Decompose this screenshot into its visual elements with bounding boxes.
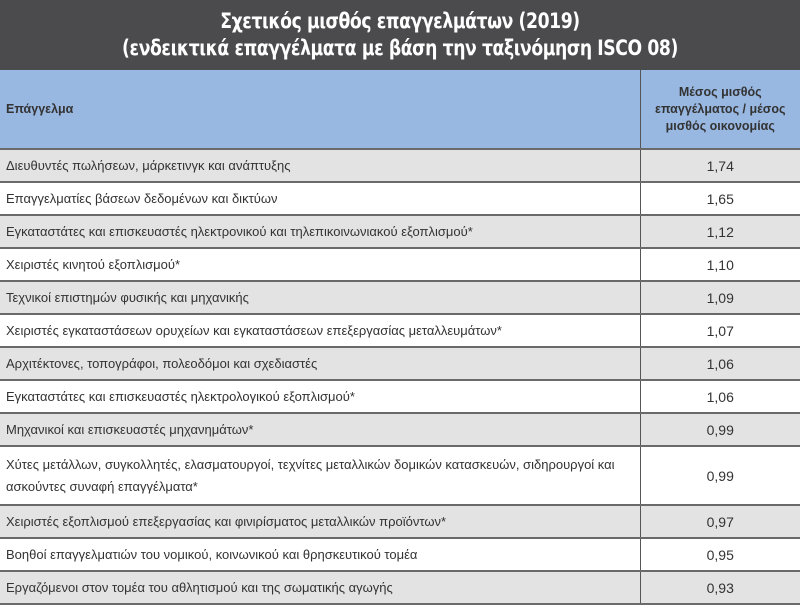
table-row	[0, 215, 800, 248]
table-row	[0, 571, 800, 604]
occupation-cell: Διευθυντές πωλήσεων, μάρκετινγκ και ανάπτυξης	[0, 149, 640, 182]
table-row	[0, 149, 800, 182]
ratio-cell: 1,10	[640, 248, 800, 281]
ratio-cell: 1,12	[640, 215, 800, 248]
occupation-cell: Εγκαταστάτες και επισκευαστές ηλεκτρονικού και τηλεπικοινωνιακού εξοπλισμού*	[0, 215, 640, 248]
title-line-1: Σχετικός μισθός επαγγελμάτων (2019)	[220, 9, 580, 33]
table-row	[0, 248, 800, 281]
ratio-cell: 1,74	[640, 149, 800, 182]
occupation-cell: Εγκαταστάτες και επισκευαστές ηλεκτρολογικού εξοπλισμού*	[0, 380, 640, 413]
page-title	[72, 0, 728, 70]
table-row	[0, 314, 800, 347]
occupation-cell: Τεχνικοί επιστημών φυσικής και μηχανικής	[0, 281, 640, 314]
table-row	[0, 446, 800, 505]
table-row	[0, 413, 800, 446]
table-row	[0, 538, 800, 571]
ratio-cell: 1,07	[640, 314, 800, 347]
ratio-cell: 0,99	[640, 413, 800, 446]
table-row	[0, 281, 800, 314]
occupation-cell: Επαγγελματίες βάσεων δεδομένων και δικτύων	[0, 182, 640, 215]
occupation-cell: Χύτες μετάλλων, συγκολλητές, ελασματουργοί, τεχνίτες μεταλλικών δομικών κατασκευών, σιδηρουργοί και ασκούντες συναφή επαγγέλματα*	[0, 446, 640, 505]
title-banner	[0, 0, 800, 70]
ratio-cell: 1,06	[640, 380, 800, 413]
occupation-cell: Χειριστές εξοπλισμού επεξεργασίας και φινιρίσματος μεταλλικών προϊόντων*	[0, 505, 640, 538]
salary-table	[0, 70, 800, 605]
ratio-cell: 0,99	[640, 446, 800, 505]
ratio-cell: 1,06	[640, 347, 800, 380]
header-occupation: Επάγγελμα	[0, 70, 640, 149]
occupation-cell: Αρχιτέκτονες, τοπογράφοι, πολεοδόμοι και σχεδιαστές	[0, 347, 640, 380]
table-row	[0, 182, 800, 215]
occupation-cell: Χειριστές εγκαταστάσεων ορυχείων και εγκαταστάσεων επεξεργασίας μεταλλευμάτων*	[0, 314, 640, 347]
table-row	[0, 380, 800, 413]
ratio-cell: 1,65	[640, 182, 800, 215]
occupation-cell: Μηχανικοί και επισκευαστές μηχανημάτων*	[0, 413, 640, 446]
header-ratio: Μέσος μισθός επαγγέλματος / μέσος μισθός οικονομίας	[640, 70, 800, 149]
table-row	[0, 347, 800, 380]
ratio-cell: 0,97	[640, 505, 800, 538]
table-row	[0, 505, 800, 538]
occupation-cell: Εργαζόμενοι στον τομέα του αθλητισμού και της σωματικής αγωγής	[0, 571, 640, 604]
occupation-cell: Βοηθοί επαγγελματιών του νομικού, κοινωνικού και θρησκευτικού τομέα	[0, 538, 640, 571]
occupation-cell: Χειριστές κινητού εξοπλισμού*	[0, 248, 640, 281]
ratio-cell: 0,93	[640, 571, 800, 604]
title-line-2: (ενδεικτικά επαγγέλματα με βάση την ταξινόμηση ISCO 08)	[122, 36, 678, 60]
ratio-cell: 0,95	[640, 538, 800, 571]
ratio-cell: 1,09	[640, 281, 800, 314]
